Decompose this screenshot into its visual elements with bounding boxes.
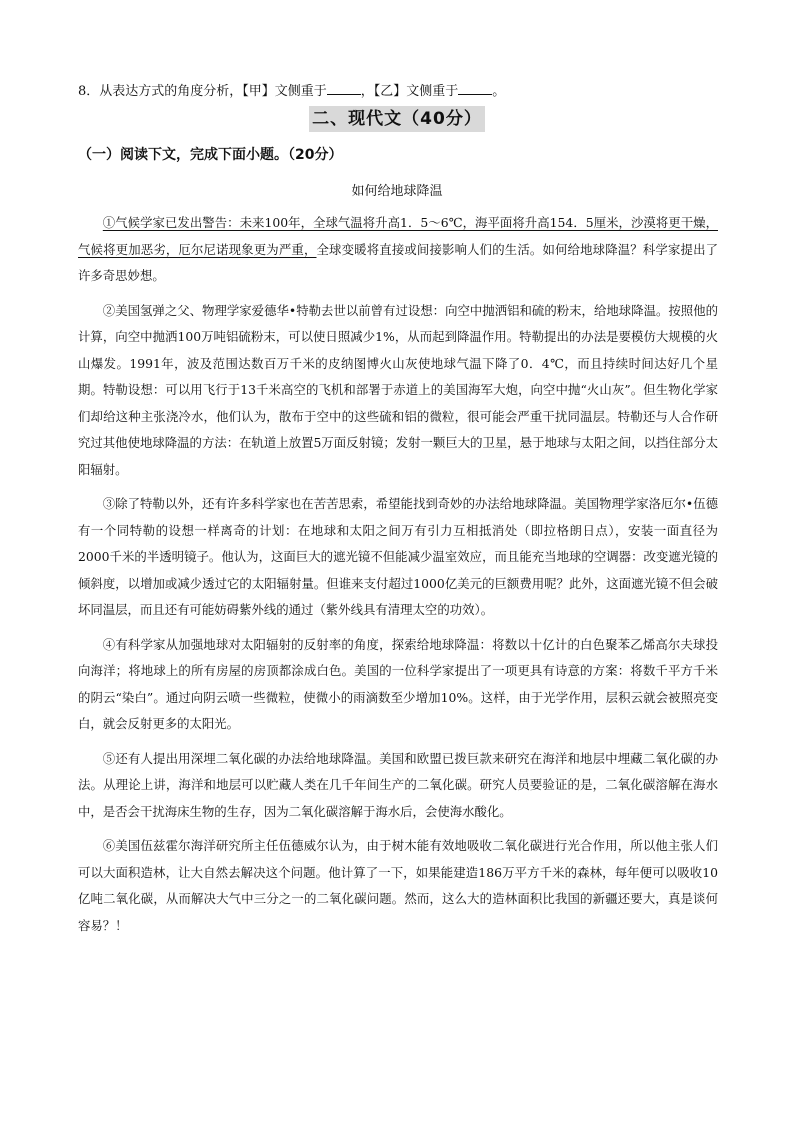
section-heading: 二、现代文（40分） (309, 106, 485, 132)
paragraph-3: ③除了特勒以外，还有许多科学家也在苦苦思索，希望能找到奇妙的办法给地球降温。美国物理学家洛厄尔•伍德有一个同特勒的设想一样离奇的计划：在地球和太阳之间万有引力互相抵消处（即拉格朗日点），安装一面直径为2000千米的半透明镜子。他认为，这面巨大的遮光镜不但能减少温室效应，而且能充当地球的空调器：改变遮光镜的倾斜度，以增加或减少透过它的太阳辐射量。但谁来支付超过1000亿美元的巨额费用呢？此外，这面遮光镜不但会破坏同温层，而且还有可能妨碍紫外线的通过（紫外线具有清理太空的功效）。 (78, 496, 718, 617)
answer-blank-yi[interactable] (458, 80, 492, 95)
paragraph-5: ⑤还有人提出用深埋二氧化碳的办法给地球降温。美国和欧盟已拨巨款来研究在海洋和地层中埋藏二氧化碳的办法。从理论上讲，海洋和地层可以贮藏人类在几千年间生产的二氧化碳。研究人员要验证的是，二氧化碳溶解在海水中，是否会干扰海床生物的生存，因为二氧化碳溶解于海水后，会使海水酸化。 (78, 750, 718, 819)
question-8-suffix: 。 (492, 84, 506, 99)
reading-subheading: （一）阅读下文，完成下面小题。（20分） (78, 147, 343, 163)
paragraph-4: ④有科学家从加强地球对太阳辐射的反射率的角度，探索给地球降温：将数以十亿计的白色聚苯乙烯高尔夫球投向海洋；将地球上的所有房屋的房顶都涂成白色。美国的一位科学家提出了一项更具有诗意的方案：将数千平方千米的阴云“染白”。通过向阴云喷一些微粒，使微小的雨滴数至少增加10%。这样，由于光学作用，层积云就会被照亮变白，就会反射更多的太阳光。 (78, 636, 718, 731)
paragraph-1-rest: 全球变暖将直接或间接影响人们的生活。如何给地球降温？科学家提出了许多奇思妙想。 (78, 241, 719, 283)
answer-blank-jia[interactable] (327, 80, 361, 95)
question-8-middle: ，【乙】文侧重于 (360, 84, 459, 99)
article-title: 如何给地球降温 (351, 184, 443, 199)
paragraph-2: ②美国氢弹之父、物理学家爱德华•特勒去世以前曾有过设想：向空中抛洒铝和硫的粉末，给地球降温。按照他的计算，向空中抛洒100万吨铝硫粉末，可以使日照减少1%，从而起到降温作用。特勒提出的办法是要模仿大规模的火山爆发。1991年，波及范围达数百万千米的皮纳图博火山灰使地球气温下降了0．4℃，而且持续时间达好几个星期。特勒设想：可以用飞行于13千米高空的飞机和部署于赤道上的美国海军大炮，向空中抛“火山灰”。但生物化学家们却给这种主张浇冷水，他们认为，散布于空中的这些硫和铝的微粒，很可能会严重干扰同温层。特勒还与人合作研究过其他使地球降温的方法：在轨道上放置5万面反射镜；发射一颗巨大的卫星，悬于地球与太阳之间，以挡住部分太阳辐射。 (78, 302, 718, 477)
paragraph-6: ⑥美国伍兹霍尔海洋研究所主任伍德威尔认为，由于树木能有效地吸收二氧化碳进行光合作用，所以他主张人们可以大面积造林，让大自然去解决这个问题。他计算了一下，如果能建造186万平方千米的森林，每年便可以吸收10亿吨二氧化碳，从而解决大气中三分之一的二氧化碳问题。然而，这么大的造林面积比我国的新疆还要大，真是谈何容易？！ (78, 838, 718, 933)
paragraph-1 (78, 210, 718, 290)
question-8-prefix: 8．从表达方式的角度分析，【甲】文侧重于 (78, 84, 327, 99)
article-body (78, 210, 718, 947)
question-8 (78, 80, 718, 102)
underlined-sentence: ①气候学家已发出警告：未来100年，全球气温将升高1．5～6℃，海平面将升高154．5厘米，沙漠将更干燥，气候将更加恶劣，厄尔尼诺现象更为严重， (78, 215, 718, 257)
